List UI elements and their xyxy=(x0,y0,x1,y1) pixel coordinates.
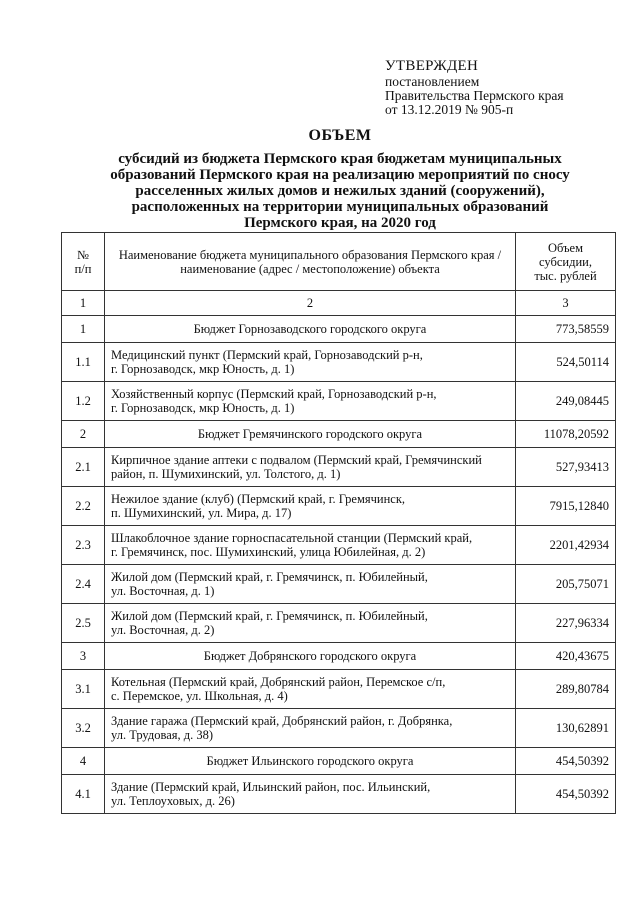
name-line: г. Гремячинск, пос. Шумихинский, улица Юбилейная, д. 2) xyxy=(111,545,426,559)
header-name xyxy=(105,233,516,291)
budget-name xyxy=(105,421,516,448)
object-name xyxy=(105,604,516,643)
object-row xyxy=(62,382,616,421)
object-name xyxy=(105,487,516,526)
header-num-line: № xyxy=(77,247,89,262)
object-name xyxy=(105,526,516,565)
object-name xyxy=(105,775,516,814)
object-row xyxy=(62,604,616,643)
name-line: Котельная (Пермский край, Добрянский район, Перемское с/п, xyxy=(111,675,446,689)
subtitle-line: субсидий из бюджета Пермского края бюджетам муниципальных xyxy=(118,151,562,167)
row-number: 2.4 xyxy=(62,565,105,604)
subtitle-line: расположенных на территории муниципальных образований xyxy=(131,199,549,215)
name-line: Здание (Пермский край, Ильинский район, пос. Ильинский, xyxy=(111,780,431,794)
name-line: Бюджет Ильинского городского округа xyxy=(206,754,414,768)
approval-line-2: Правительства Пермского края xyxy=(385,88,564,103)
name-line: Здание гаража (Пермский край, Добрянский район, г. Добрянка, xyxy=(111,714,453,728)
name-line: Шлакоблочное здание горноспасательной станции (Пермский край, xyxy=(111,531,473,545)
name-line: Жилой дом (Пермский край, г. Гремячинск, п. Юбилейный, xyxy=(111,570,428,584)
subsidy-amount: 420,43675 xyxy=(516,643,616,670)
subsidy-amount: 227,96334 xyxy=(516,604,616,643)
row-number: 2.2 xyxy=(62,487,105,526)
row-number: 3.1 xyxy=(62,670,105,709)
subsidy-amount: 2201,42934 xyxy=(516,526,616,565)
column-index: 3 xyxy=(516,291,616,316)
object-name xyxy=(105,343,516,382)
header-num-line: п/п xyxy=(74,261,92,276)
subsidy-table xyxy=(61,232,616,814)
subtitle-line: Пермского края, на 2020 год xyxy=(244,215,436,231)
budget-name xyxy=(105,643,516,670)
subsidy-amount: 527,93413 xyxy=(516,448,616,487)
name-line: ул. Трудовая, д. 38) xyxy=(111,728,214,742)
header-sum-line: тыс. рублей xyxy=(534,268,597,283)
budget-name xyxy=(105,748,516,775)
name-line: Медицинский пункт (Пермский край, Горнозаводский р-н, xyxy=(111,348,423,362)
name-line: Хозяйственный корпус (Пермский край, Горнозаводский р-н, xyxy=(111,387,437,401)
name-line: Кирпичное здание аптеки с подвалом (Пермский край, Гремячинский xyxy=(111,453,482,467)
row-number: 2.5 xyxy=(62,604,105,643)
name-line: ул. Восточная, д. 1) xyxy=(111,584,215,598)
name-line: г. Горнозаводск, мкр Юность, д. 1) xyxy=(111,362,295,376)
object-row xyxy=(62,343,616,382)
object-row xyxy=(62,526,616,565)
name-line: ул. Теплоуховых, д. 26) xyxy=(111,794,235,808)
object-row xyxy=(62,775,616,814)
approval-title: УТВЕРЖДЕН xyxy=(385,58,479,74)
subsidy-amount: 205,75071 xyxy=(516,565,616,604)
budget-row xyxy=(62,316,616,343)
row-number: 1 xyxy=(62,316,105,343)
object-name xyxy=(105,382,516,421)
subsidy-amount: 7915,12840 xyxy=(516,487,616,526)
object-row xyxy=(62,448,616,487)
row-number: 4.1 xyxy=(62,775,105,814)
budget-row xyxy=(62,421,616,448)
name-line: Бюджет Горнозаводского городского округа xyxy=(193,322,427,336)
document-subtitle xyxy=(60,151,620,231)
row-number: 2.1 xyxy=(62,448,105,487)
row-number: 4 xyxy=(62,748,105,775)
name-line: Бюджет Добрянского городского округа xyxy=(203,649,417,663)
row-number: 1.1 xyxy=(62,343,105,382)
subsidy-amount: 289,80784 xyxy=(516,670,616,709)
header-sum xyxy=(516,233,616,291)
name-line: Нежилое здание (клуб) (Пермский край, г. Гремячинск, xyxy=(111,492,406,506)
subsidy-amount: 130,62891 xyxy=(516,709,616,748)
approval-stamp xyxy=(385,58,564,117)
approval-line-1: постановлением xyxy=(385,74,480,89)
subsidy-amount: 249,08445 xyxy=(516,382,616,421)
object-row xyxy=(62,670,616,709)
budget-row xyxy=(62,643,616,670)
object-name xyxy=(105,565,516,604)
object-name xyxy=(105,670,516,709)
column-index-row xyxy=(62,291,616,316)
subsidy-amount: 773,58559 xyxy=(516,316,616,343)
name-line: Бюджет Гремячинского городского округа xyxy=(197,427,423,441)
subtitle-line: расселенных жилых домов и нежилых зданий (сооружений), xyxy=(135,183,545,199)
object-name xyxy=(105,709,516,748)
name-line: с. Перемское, ул. Школьная, д. 4) xyxy=(111,689,288,703)
subsidy-amount: 454,50392 xyxy=(516,775,616,814)
row-number: 3.2 xyxy=(62,709,105,748)
row-number: 1.2 xyxy=(62,382,105,421)
budget-row xyxy=(62,748,616,775)
row-number: 2.3 xyxy=(62,526,105,565)
approval-line-3: от 13.12.2019 № 905-п xyxy=(385,102,514,117)
header-sum-line: субсидии, xyxy=(539,254,592,269)
name-line: п. Шумихинский, ул. Мира, д. 17) xyxy=(111,506,292,520)
header-name-line: Наименование бюджета муниципального образования Пермского края / xyxy=(118,247,502,262)
column-index: 2 xyxy=(105,291,516,316)
name-line: Жилой дом (Пермский край, г. Гремячинск, п. Юбилейный, xyxy=(111,609,428,623)
header-num xyxy=(62,233,105,291)
table-body xyxy=(62,316,616,814)
name-line: район, п. Шумихинский, ул. Толстого, д. 1) xyxy=(111,467,341,481)
object-row xyxy=(62,487,616,526)
row-number: 3 xyxy=(62,643,105,670)
budget-name xyxy=(105,316,516,343)
document-title: ОБЪЕМ xyxy=(308,127,372,144)
column-index: 1 xyxy=(62,291,105,316)
row-number: 2 xyxy=(62,421,105,448)
header-sum-line: Объем xyxy=(548,240,583,255)
subsidy-amount: 11078,20592 xyxy=(516,421,616,448)
object-name xyxy=(105,448,516,487)
table-header-row xyxy=(62,233,616,291)
name-line: ул. Восточная, д. 2) xyxy=(111,623,215,637)
name-line: г. Горнозаводск, мкр Юность, д. 1) xyxy=(111,401,295,415)
subsidy-amount: 524,50114 xyxy=(516,343,616,382)
object-row xyxy=(62,565,616,604)
object-row xyxy=(62,709,616,748)
header-name-line: наименование (адрес / местоположение) объекта xyxy=(180,261,440,276)
subsidy-amount: 454,50392 xyxy=(516,748,616,775)
subtitle-line: образований Пермского края на реализацию мероприятий по сносу xyxy=(110,167,570,183)
